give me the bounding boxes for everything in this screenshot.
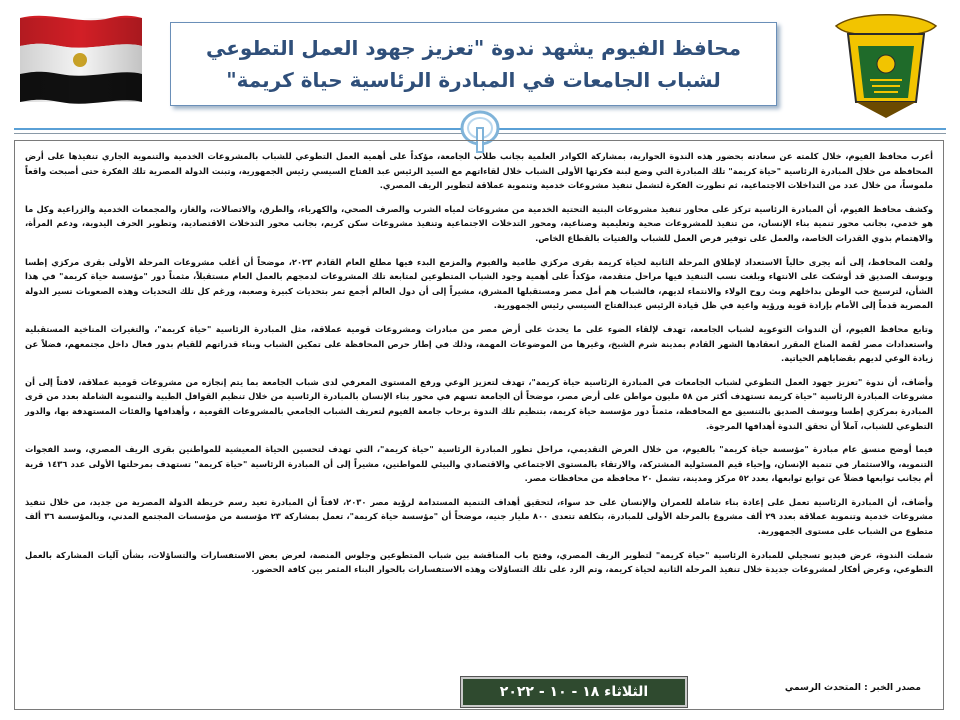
article-footer: [29, 677, 929, 701]
fayoum-logo-icon: [826, 6, 946, 126]
egypt-flag-icon: [10, 8, 150, 108]
article-paragraph: فيما أوضح منسق عام مبادرة "مؤسسة حياة كريمة" بالفيوم، من خلال العرض التقديمي، مراحل تطور المبادرة الرئاسية "حياة كريمة"، التي تهدف لتحسين الحياة المعيشية للمواطنين بقرى الريف المصري، وسد الفجوات التنموية، والاستثمار في تنمية الإنسان، وإحياء قيم المسئولية المشتركة، والارتقاء بالمستوى الاجتماعي والاقتصادي والبيئي للمواطنين، مشيراً إلى أن المبادرة الرئاسية "حياة كريمة" تستهدف بمرحلتها الأولى عدد ١٤٣٦ قرية أم بجانب توابعها فضلاً عن توابع توابعها، بعدد ٥٢ مركز ومدينة، تشمل ٢٠ محافظة من محافظات مصر.: [25, 444, 933, 484]
article-paragraph: وكشف محافظ الفيوم، أن المبادرة الرئاسية تركز على محاور تنفيذ مشروعات البنية التحتية الخدمية من مشروعات لمياه الشرب والصرف الصحي، والكهرباء، والطرق، والاتصالات، والغاز، والمجمعات الخدمية والزراعية وكل ما هو خدمي، بجانب محور تنمية بناء الإنسان، من تنفيذ للمشروعات صحية وتعليمية وصناعية، ومحور التدخلات الاجتماعية وتنفيذ مشروعات سكن كريم، بجانب محور التدخلات الاقتصادية، وتطوير الحرف اليدوية، ودعم المرأة، والاهتمام بذوي القدرات الخاصة، والعمل على توفير فرص العمل للشباب والفتيات بالقطاع الخاص.: [25, 203, 933, 243]
article-paragraph: شملت الندوة، عرض فيديو تسجيلي للمبادرة الرئاسية "حياة كريمة" لتطوير الريف المصري، وفتح باب المناقشة بين شباب المتطوعين وجلوس المنصة، لعرض بعض الاستفسارات والتساؤلات، بشأن آليات المشاركة بالعمل التطوعي، وعرض أفكار لمشروعات جديدة خلال تنفيذ المرحلة الثانية لحياة كريمة، وتم الرد على تلك التساؤلات وهذه الاستفسارات بالحوار البناء المثمر بين كافة الحضور.: [25, 549, 933, 575]
date-plate: الثلاثاء ١٨ - ١٠ - ٢٠٢٢: [461, 677, 687, 707]
news-source: مصدر الخبر : المتحدث الرسمي: [784, 683, 921, 693]
article-paragraph: ولفت المحافظ، إلى أنه يجرى حالياً الاستعداد لإطلاق المرحلة الثانية لحياة كريمة بقرى مركزي طامية والفيوم والمزمع البدء فيها مطلع العام القادم ٢٠٢٣، موضحاً أن أغلب مشروعات المرحلة الأولى بقرى مركزي إطسا ويوسف الصديق قد أوشكت على الانتهاء وبلغت نسب التنفيذ فيها مراحل متقدمة، مؤكداً على أهمية وجود الشباب المتطوعين لمتابعة تلك المشروعات لدمجهم بالعمل العام مستقبلاً، مثمناً دور "مؤسسة حياة كريمة" في هذا الشأن، لترسيخ حب الوطن بداخلهم وبث روح الولاء والانتماء لديهم، فالشباب هم أمل مصر ومستقبلها المشرق، مشيراً إلى أن دول العالم أجمع تمر بتحديات كبيرة وصعبة، ورغم كل تلك التحديات وهذه الصعوبات تسير الدولة المصرية قدماً إلى الأمام بإرادة قوية ورؤية واعية في ظل قيادة الرئيس عبدالفتاح السيسي رئيس الجمهورية.: [25, 256, 933, 311]
article-paragraph: وتابع محافظ الفيوم، أن الندوات التوعوية لشباب الجامعة، تهدف لإلقاء الضوء على ما يحدث على أرض مصر من مبادرات ومشروعات قومية عملاقة، مثل المبادرة الرئاسية "حياة كريمة"، والتغيرات المناخية المستقبلية واستعدادات مصر لقمة المناخ المقرر انعقادها الشهر القادم بمدينة شرم الشيخ، وغيرها من الموضوعات المهمة، وذلك في إطار حرص المحافظة على تمكين الشباب وبناء قدراتهم للقيام بدور فعال داخل مجتمعهم، فضلاً عن زيادة الوعي لديهم بقضاياهم الحياتية.: [25, 323, 933, 364]
article-paragraph: وأضاف، أن ندوة "تعزيز جهود العمل التطوعي لشباب الجامعات في المبادرة الرئاسية حياة كريمة"، تهدف لتعزيز الوعي ورفع المستوى المعرفي لدى شباب الجامعة بما يتم إنجازه من مشروعات قومية عملاقة، لافتاً إلى أن مشروعات المبادرة الرئاسية "حياة كريمة تستهدف أكثر من ٥٨ مليون مواطن على أرض مصر، موضحاً أن الجامعة تسهم في محور بناء الإنسان بالمبادرة الرئاسية من خلال تنظيم القوافل الطبية والتنموية الشاملة بعدد من قرى المبادرة بمركزي إطسا ويوسف الصديق بالتنسيق مع المحافظة، مثمناً دور مؤسسة حياة كريمة، بتنظيم تلك الندوة برحاب جامعة الفيوم لتعريف الشباب الجامعي بالمشروعات القومية ، وأهدافها والفئات المستهدفة بها، والدور التطوعي للشباب، آملاً أن تحقق الندوة أهدافها المرجوة.: [25, 376, 933, 431]
article-paragraph: أعرب محافظ الفيوم، خلال كلمته عن سعادته بحضور هذه الندوة الحوارية، بمشاركة الكوادر العلمية بجانب طلاب الجامعة، مؤكداً على أهمية العمل التطوعي للشباب بالمشروعات الخدمية والتنموية الجاري تنفيذها على أرض المحافظة من خلال المبادرة الرئاسية "حياة كريمة" تلك المبادرة التي وضع لبنة فكرتها الأولى الشباب خلال لقاءاتهم مع السيد الرئيس عبد الفتاح السيسي رئيس الجمهورية، وتبنت الدولة المصرية تلك الفكرة حتى أصبحت واقعاً ملموساً، من خلال عدد من التداخلات الاجتماعية، ثم تطورت الفكرة لتشمل تنفيذ مشروعات خدمية وتنموية عملاقة لتطوير الريف المصري.: [25, 151, 933, 191]
article-body: [14, 140, 944, 710]
title-box: [170, 22, 777, 106]
page-title: محافظ الفيوم يشهد ندوة "تعزيز جهود العمل التطوعي لشباب الجامعات في المبادرة الرئاسية حياة كريمة": [206, 36, 741, 92]
article-paragraph: وأضاف، أن المبادرة الرئاسية تعمل على إعادة بناء شاملة للعمران والإنسان على حد سواء، لتحقيق أهداف التنمية المستدامة لرؤية مصر ٢٠٣٠، لافتاً أن المبادرة تعيد رسم خريطة الدولة المصرية من جديد، من خلال تنفيذ مشروعات خدمية وتنموية عملاقة بعدد ٢٩ ألف مشروع بالمرحلة الأولى للمبادرة، بتكلفة تتعدى ٨٠٠ مليار جنيه، موضحاً أن "مؤسسة حياة كريمة"، تعمل بمشاركة ٢٣ مؤسسة من مؤسسات المجتمع المدني، وبالمؤسسة ٣٦ ألف متطوع من الشباب على مستوى الجمهورية.: [25, 496, 934, 537]
